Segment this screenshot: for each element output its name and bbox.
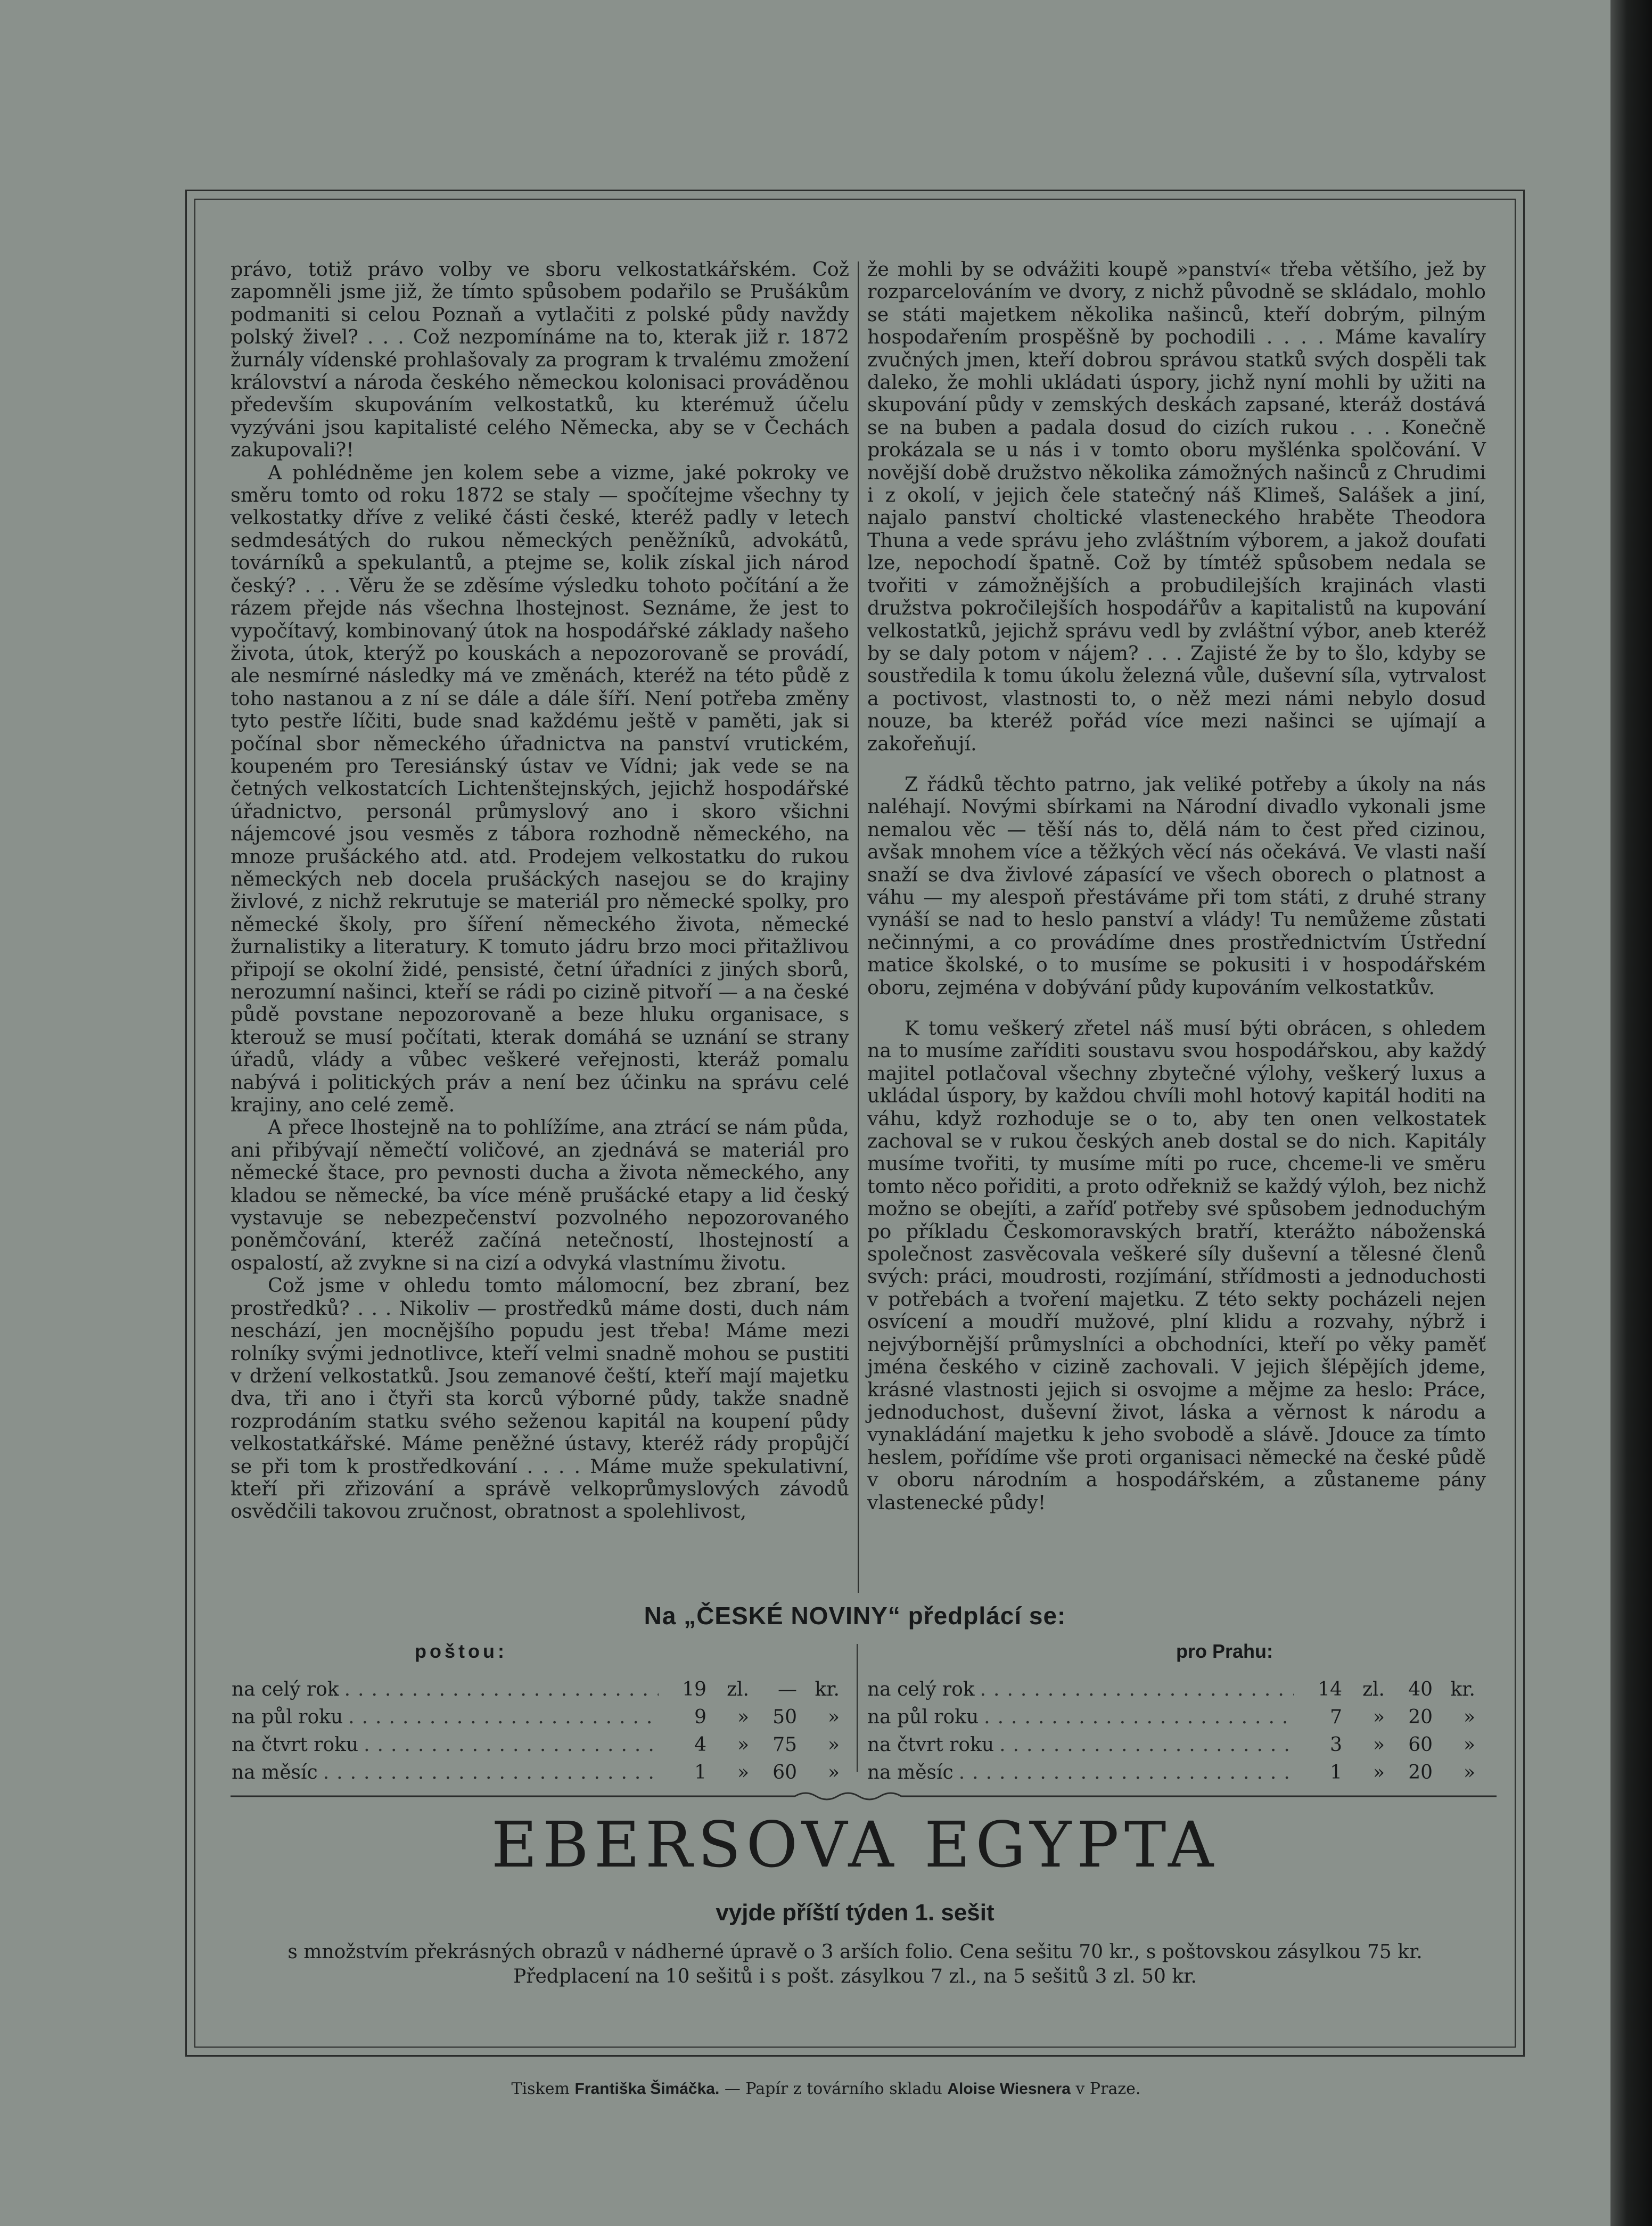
price-row: na čtvrt roku ..... 4 » 75 » bbox=[232, 1731, 840, 1759]
announcement-title: EBERSOVA EGYPTA bbox=[491, 1808, 1219, 1881]
announcement-line: s množstvím překrásných obrazů v nádherné úpravě o 3 arších folio. Cena sešitu 70 kr., s poštovskou zásylkou 75 kr. bbox=[287, 1941, 1423, 1963]
price-row: na celý rok ..... 19 zl. — kr. bbox=[232, 1676, 840, 1704]
subscription-prague bbox=[867, 1638, 1475, 1787]
paragraph: A přece lhostejně na to pohlížíme, ana ztrácí se nám půda, ani přibývají němečtí voličové, an zjednává se materiál pro německé štace, pro pevnosti ducha a života německého, any kladou se německé, ba více méně prušácké etapy a lid český vystavuje se nebezpečenství pozvolného nepozorovaného poněmčování, kteréž začíná netečností, lhostejností a ospalostí, až zvykne si na cizí a odvyká vlastnímu životu. bbox=[231, 1116, 849, 1274]
announcement-subtitle: vyjde příští týden 1. sešit bbox=[716, 1900, 995, 1926]
paragraph: K tomu veškerý zřetel náš musí býti obrácen, s ohledem na to musíme zaříditi soustavu svou hospodářskou, aby každý majitel potlačoval všechny zbytečné výlohy, veškerý luxus a ukládal úspory, by každou chvíli mohl hotový kapitál hoditi na váhu, když rozhoduje se o to, aby ten onen velkostatek zachoval se v rukou českých aneb dostal se do nich. Kapitály musíme tvořiti, ty musíme míti po ruce, chceme-li ve směru tomto něco pořiditi, a proto odřekniž se každý výloh, bez nichž možno se obejíti, a zaříď potřeby své spůsobem jednoduchým po příkladu Českomoravských bratří, kterážto náboženská společnost zasvěcovala veškeré síly duševní a tělesné členů svých: práci, moudrosti, rozjímání, střídmosti a jednoduchosti v potřebách a tvoření majetku. Z této sekty pocházeli nejen osvícení a moudří mužové, plní klidu a rozvahy, nýbrž i nejvýbornější průmyslníci a obchodníci, kteří po věky paměť jména českého v cizině zachovali. V jejich šlépějích jdeme, krásné vlastnosti jejich si osvojme a mějme za heslo: Práce, jednoduchost, duševní život, láska a věrnost k národu a vynakládání majetku k jeho svobodě a slávě. Jdouce za tímto heslem, pořídíme vše proti organisaci německé na české půdě v oboru národním a hospodářském, a zůstaneme pány vlastenecké půdy! bbox=[867, 1017, 1486, 1514]
price-row: na půl roku ..... 9 » 50 » bbox=[232, 1704, 840, 1731]
column-divider bbox=[858, 261, 859, 1593]
subscription-title: Na „ČESKÉ NOVINY“ předplácí se: bbox=[644, 1602, 1066, 1630]
paragraph: A pohlédněme jen kolem sebe a vizme, jaké pokroky ve směru tomto od roku 1872 se staly — spočítejme všechny ty velkostatky dříve z veliké části české, kteréž padly v letech sedmdesátých do rukou německých peněžníků, advokátů, továrníků a spekulantů, a ptejme se, kolik získal jich národ český? . . . Věru že se zděsíme výsledku tohoto počítání a že rázem přejde nás všechna lhostejnost. Seznáme, že jest to vypočítavý, kombinovaný útok na hospodářské základy našeho života, útok, kterýž po kouskách a nepozorovaně se provádí, ale nesmírné následky má ve změnách, kteréž na této půdě z toho nastanou a z ní se dále a dále šíří. Není potřeba změny tyto pestře líčiti, bude snad každému ještě v paměti, jak si počínal sbor německého úřadnictva na panství vrutickém, koupeném pro Teresiánský ústav ve Vídni; jak vede se na četných velkostatcích Lichtenštejnských, jejichž hospodářské úřadnictvo, personál průmyslový ano i skoro všichni nájemcové jsou vesměs z tábora rozhodně německého, na mnoze prušáckého atd. atd. Prodejem velkostatku do rukou německých neb docela prušáckých nasejou se do krajiny živlové, z nichž rekrutuje se materiál pro německé spolky, pro německé školy, pro šíření německého života, německé žurnalistiky a literatury. K tomuto jádru brzo moci přitažlivou připojí se okolní židé, pensisté, četní úřadníci z jiných sborů, nerozumní našinci, kteří se rádi po cizině pitvoří — a na české půdě povstane nepozorovaně a beze hluku organisace, s kterouž se musí počítati, kterak domáhá se uznání se strany úřadů, vlády a vůbec veškeré veřejnosti, kteráž pomalu nabývá i politických práv a není bez účinku na správu celé krajiny, ano celé země. bbox=[231, 461, 849, 1117]
paragraph: že mohli by se odvážiti koupě »panství« třeba většího, jež by rozparcelováním ve dvory, z nichž původně se skládalo, mohlo se státi majetkem několika našinců, kteří dobrým, pilným hospodařením prospěšně by pochodili . . . . Máme kavalíry zvučných jmen, kteří dobrou správou statků svých dospěli tak daleko, že mohli ukládati úspory, jichž nyní mohli by užiti na skupování půdy v zemských deskách zapsané, kteráž dostává se na buben a padala dosud do cizích rukou . . . Konečně prokázala se u nás i v tomto oboru myšlénka spolčování. V novější době družstvo několika zámožných našinců z Chrudimi i z okolí, v jejich čele statečný náš Klimeš, Salášek a jiní, najalo panství choltické vlasteneckého hraběte Theodora Thuna a vede správu jeho zvláštním výborem, a jakož doufati lze, nepochodí špatně. Což by tímtéž spůsobem nedala se tvořiti v zámožnějších a probudilejších krajinách vlasti družstva pokročilejších hospodářův a kapitalistů na kupování velkostatků, jejichž správu vedl by zvláštní výbor, aneb kteréž by se daly potom v nájem? . . . Zajisté že by to šlo, kdyby se soustředila k tomu úkolu železná vůle, duševní síla, vytrvalost a poctivost, vlastnosti to, o něž mezi námi nebylo dosud nouze, ba kteréž pořád více mezi našinci se ujímají a zakořeňují. bbox=[867, 258, 1486, 755]
subscription-heading: pro Prahu: bbox=[1176, 1640, 1273, 1662]
price-row: na půl roku ..... 7 » 20 » bbox=[867, 1704, 1475, 1731]
printer-name: Františka Šimáčka. bbox=[574, 2080, 720, 2098]
page-frame bbox=[185, 190, 1525, 2057]
subscription-heading: poštou: bbox=[415, 1640, 507, 1662]
left-column bbox=[231, 258, 849, 1523]
subscription-divider bbox=[857, 1644, 858, 1772]
price-row: na měsíc ..... 1 » 20 » bbox=[867, 1759, 1475, 1787]
book-binding-edge bbox=[1610, 0, 1652, 2226]
ornamental-divider bbox=[231, 1791, 1497, 1802]
paragraph: právo, totiž právo volby ve sboru velkostatkářském. Což zapomněli jsme již, že tímto spůsobem podařilo se Prušákům podmaniti si celou Poznaň a vytlačiti z polské půdy navždy polský živel? . . . Což nezpomínáme na to, kterak již r. 1872 žurnály vídenské prohlašovaly za program k trvalému zmožení království a národa českého německou kolonisaci prováděnou především skupováním velkostatků, ku kterémuž účelu vyzýváni jsou kapitalisté celého Německa, aby se v Čechách zakupovali?! bbox=[231, 258, 849, 462]
announcement-line: Předplacení na 10 sešitů i s pošt. zásylkou 7 zl., na 5 sešitů 3 zl. 50 kr. bbox=[513, 1966, 1197, 1987]
paragraph: Což jsme v ohledu tomto málomocní, bez zbraní, bez prostředků? . . . Nikoliv — prostředků máme dosti, duch nám neschází, jen mocnějšího popudu jest třeba! Máme mezi rolníky svými jednotlivce, kteří velmi snadně mohou se pustiti v držení velkostatků. Jsou zemanové čeští, kteří mají majetku dva, tři ano i čtyři sta korců výborné půdy, takže snadně rozprodáním statku svého seženou kapitál na koupení půdy velkostatkářské. Máme peněžné ústavy, kteréž rády propůjčí se při tom k prostředkování . . . . Máme muže spekulativní, kteří při zřizování a správě velkoprůmyslových závodů osvědčili takovou zručnost, obratnost a spolehlivost, bbox=[231, 1274, 849, 1523]
paper-supplier-name: Aloise Wiesnera bbox=[947, 2080, 1071, 2098]
announcement-description bbox=[231, 1940, 1480, 1989]
right-column bbox=[867, 258, 1486, 1514]
paragraph: Z řádků těchto patrno, jak veliké potřeby a úkoly na nás naléhají. Novými sbírkami na Národní divadlo vykonali jsme nemalou věc — těší nás to, dělá nám to čest před cizinou, avšak mnohem více a těžkých věcí nás očekává. Ve vlasti naší snaží se dva živlové zápasící ve všech oborech o platnost a váhu — my alespoň přestáváme při tom státi, z druhé strany vynáší se nad to heslo panství a vlády! Tu nemůžeme zůstati nečinnými, a co provádíme dnes prostřednictvím Ústřední matice školské, o to musíme se pokusiti i v hospodářském oboru, zejména v dobývání půdy kupováním velkostatkův. bbox=[867, 772, 1486, 999]
price-row: na měsíc ..... 1 » 60 » bbox=[232, 1759, 840, 1787]
printer-imprint: Tiskem Františka Šimáčka. — Papír z továrního skladu Aloise Wiesnera v Praze. bbox=[511, 2080, 1141, 2098]
page-frame-inner bbox=[194, 199, 1516, 2048]
subscription-by-post bbox=[232, 1638, 840, 1787]
price-row: na čtvrt roku ..... 3 » 60 » bbox=[867, 1731, 1475, 1759]
price-row: na celý rok ..... 14 zl. 40 kr. bbox=[867, 1676, 1475, 1704]
